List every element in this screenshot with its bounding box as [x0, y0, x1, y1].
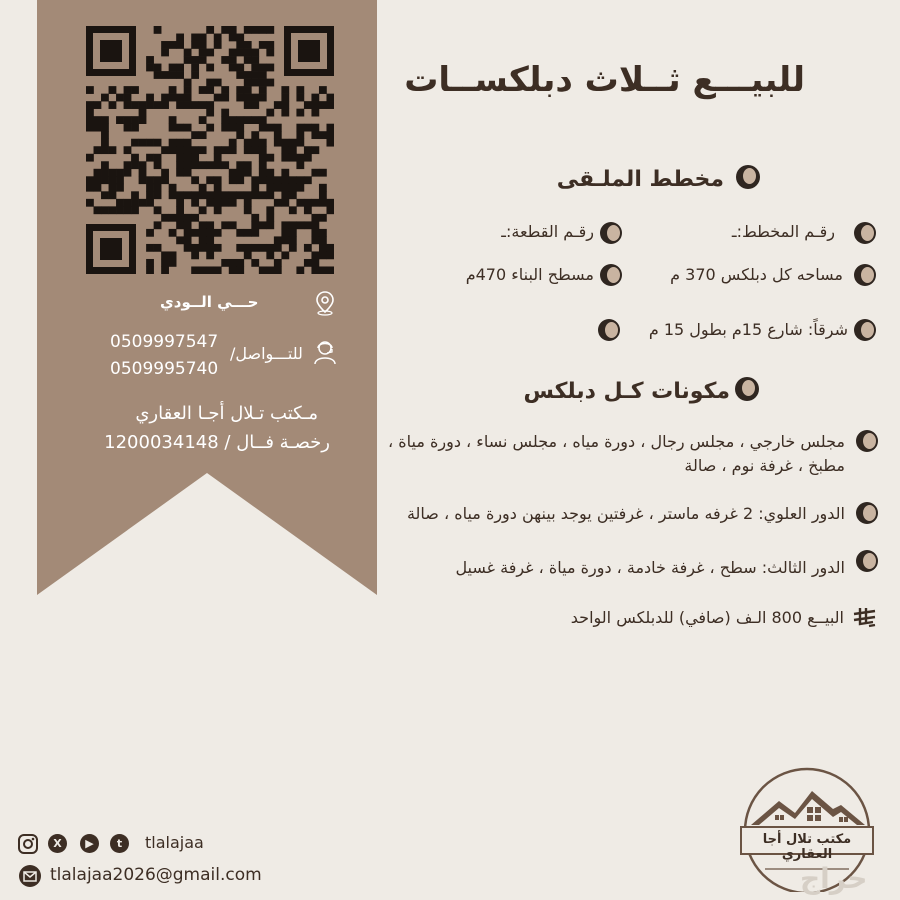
email-address[interactable]: tlalajaa2026@gmail.com	[50, 865, 262, 885]
phone-number-1[interactable]: 0509997547	[110, 332, 219, 352]
license-number: 1200034148	[104, 432, 219, 453]
bullet-icon	[598, 319, 620, 341]
bullet-icon	[854, 264, 876, 286]
watermark-text: حراج	[800, 862, 868, 895]
tumblr-icon[interactable]: t	[110, 834, 129, 853]
plan-heading: مخطط الملـقى	[556, 167, 724, 192]
bullet-icon	[736, 165, 760, 189]
qr-code[interactable]	[86, 26, 334, 274]
instagram-icon[interactable]	[17, 834, 39, 854]
bullet-icon	[600, 222, 622, 244]
ground-floor-components: مجلس خارجي ، مجلس رجال ، دورة مياه ، مجلس نساء ، دورة مياة ، مطبخ ، غرفة نوم ، صالة	[388, 432, 845, 475]
plot-number: رقـم القطعة:ـ	[501, 222, 594, 241]
page-title: للبيـــع ثــلاث دبلكســات	[404, 60, 805, 100]
contact-label: للتـــواصل/	[230, 344, 303, 363]
plan-number: رقـم المخطط:ـ	[731, 222, 835, 241]
duplex-area: مساحه كل دبلكس 370 م	[670, 265, 843, 284]
upper-floor-components: الدور العلوي: 2 غرفه ماستر ، غرفتين يوجد بينهن دورة مياه ، صالة	[406, 504, 845, 523]
building-area: مسطح البناء 470م	[465, 265, 594, 284]
office-name: مـكتب تـلال أجـا العقاري	[135, 403, 318, 424]
license-label: رخصـة فــال /	[224, 432, 330, 453]
email-icon	[18, 864, 42, 888]
district-label: حـــي الــودي	[160, 293, 259, 311]
customer-support-icon	[311, 337, 339, 365]
bullet-icon	[600, 264, 622, 286]
logo-text: مكتب تلال أجا العقاري	[762, 832, 852, 862]
phone-number-2[interactable]: 0509995740	[110, 359, 219, 379]
price-info: البيــع 800 الـف (صافي) للدبلكس الواحد	[570, 608, 844, 627]
riyal-icon	[851, 606, 877, 630]
bullet-icon	[735, 377, 759, 401]
bullet-icon	[856, 502, 878, 524]
location-pin-icon	[313, 290, 337, 316]
license-line	[85, 432, 330, 453]
bullet-icon	[854, 319, 876, 341]
bullet-icon	[856, 550, 878, 572]
components-heading: مكونات كـل دبلكس	[523, 379, 730, 404]
youtube-icon[interactable]: ▶	[80, 834, 99, 853]
bullet-icon	[854, 222, 876, 244]
street-info: شرقاً: شارع 15م بطول 15 م	[648, 320, 848, 339]
social-handle[interactable]: tlalajaa	[145, 833, 204, 852]
bullet-icon	[856, 430, 878, 452]
x-icon[interactable]: X	[48, 834, 67, 853]
third-floor-components: الدور الثالث: سطح ، غرفة خادمة ، دورة مياة ، غرفة غسيل	[455, 558, 845, 577]
